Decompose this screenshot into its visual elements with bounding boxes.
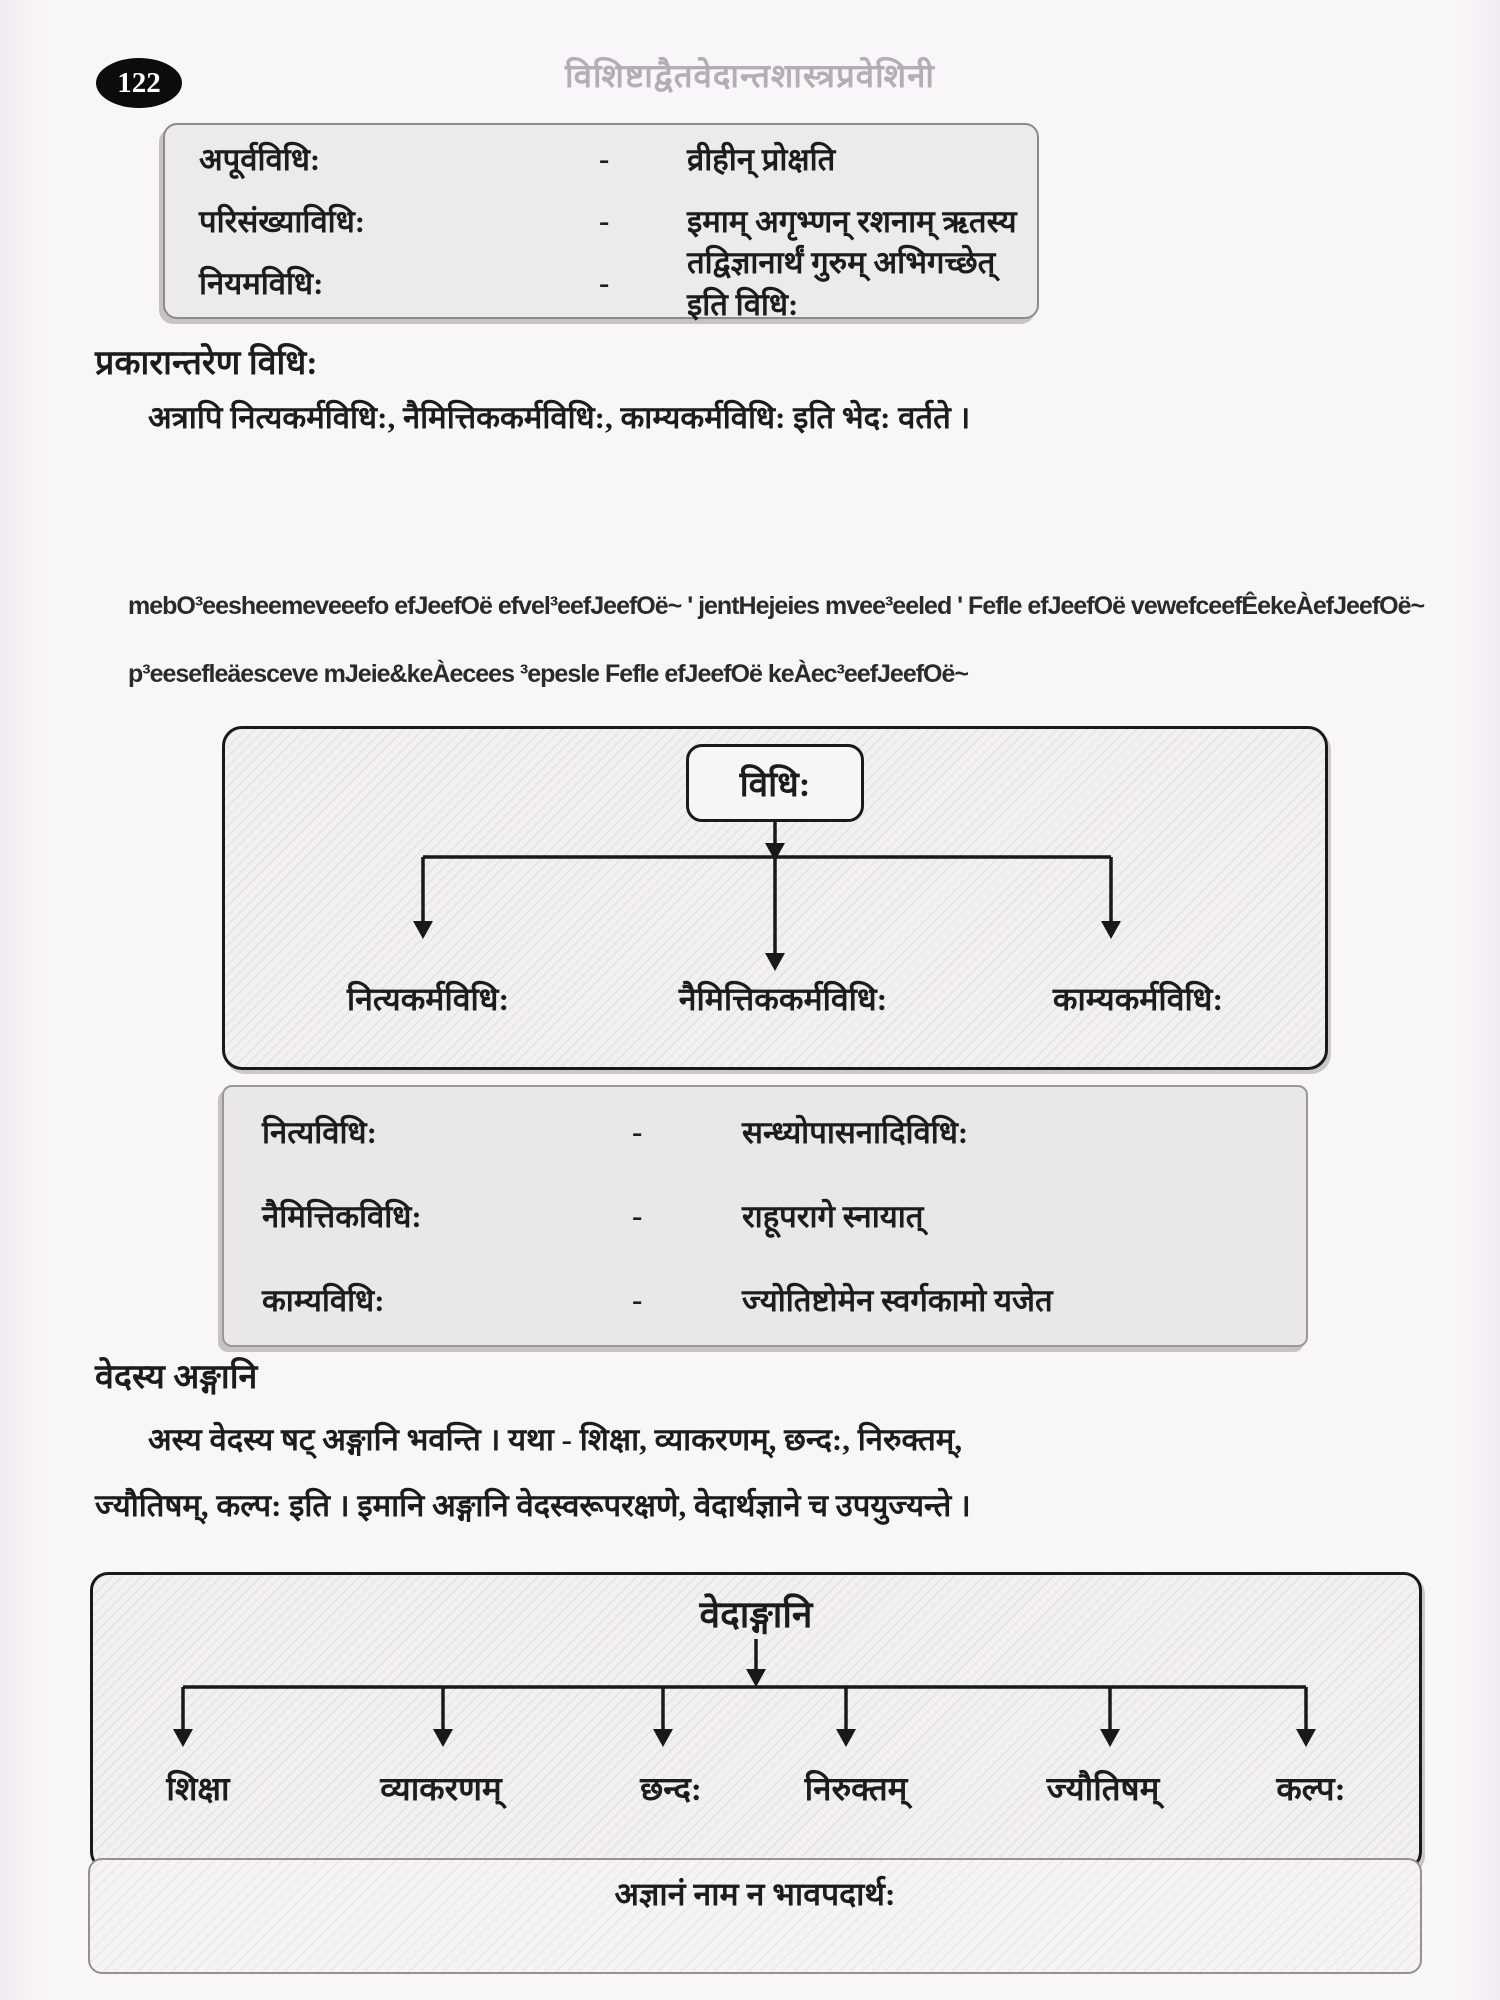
section1-paragraph: अत्रापि नित्यकर्मविधि:, नैमित्तिककर्मविधि:, काम्यकर्मविधि: इति भेद: वर्तते । [148, 400, 971, 435]
diagram-leaf-label: ज्यौतिषम् [1046, 1772, 1160, 1808]
term-label: अपूर्वविधि: [199, 142, 321, 177]
diagram-leaf-label: काम्यकर्मविधि: [1052, 981, 1224, 1017]
section-heading-prakarantarena-vidhi: प्रकारान्तरेण विधि: [95, 345, 318, 382]
diagram-leaf-label: नित्यकर्मविधि: [346, 981, 510, 1017]
running-header-title: विशिष्टाद्वैतवेदान्तशास्त्रप्रवेशिनी [565, 59, 935, 95]
term-label: नैमित्तिकविधि: [262, 1199, 422, 1234]
dash-separator: - [632, 1282, 643, 1317]
term-label: काम्यविधि: [262, 1283, 385, 1318]
diagram-leaf-label: नैमित्तिककर्मविधि: [678, 981, 888, 1017]
table-row [224, 1258, 1306, 1342]
diagram-root-node: विधि: [686, 744, 864, 822]
vedanga-tree-diagram [90, 1572, 1422, 1870]
table-row [165, 128, 1037, 190]
definition-text: सन्ध्योपासनादिविधि: [742, 1115, 969, 1150]
diagram-leaf-label: शिक्षा [166, 1772, 230, 1808]
transliteration-line-1: mebO³eesheemeveeefo efJeefOë efvel³eefJeefOë~ ' jentHejeies mvee³eeled ' Fefle efJeefOë vewefceefÊekeÀefJeefOë~ [128, 592, 1425, 620]
page-number: 122 [117, 66, 161, 99]
table-row [165, 245, 1037, 322]
dash-separator: - [632, 1114, 643, 1149]
table-row [224, 1174, 1306, 1258]
diagram-leaf-label: कल्प: [1276, 1772, 1346, 1808]
definition-text: राहूपरागे स्नायात् [742, 1199, 924, 1234]
dash-separator: - [599, 141, 610, 176]
term-label: परिसंख्याविधि: [199, 204, 366, 239]
dash-separator: - [599, 203, 610, 238]
footer-note-text: अज्ञानं नाम न भावपदार्थ: [614, 1876, 896, 1912]
diagram-leaf-label: छन्द: [640, 1772, 702, 1808]
term-label: नित्यविधि: [262, 1115, 377, 1150]
definition-text: व्रीहीन् प्रोक्षति [687, 142, 836, 177]
footer-note-box [88, 1858, 1422, 1974]
transliteration-line-2: p³eesefleäesceve mJeie&keÀecees ³epesle Fefle efJeefOë keÀec³eefJeefOë~ [128, 660, 968, 688]
dash-separator: - [632, 1198, 643, 1233]
vidhi-definitions-box [163, 123, 1039, 322]
section2-paragraph-line2: ज्यौतिषम्, कल्प: इति । इमानि अङ्गानि वेदस्वरूपरक्षणे, वेदार्थज्ञाने च उपयुज्यन्ते । [95, 1488, 971, 1523]
diagram-leaf-label: व्याकरणम् [380, 1772, 502, 1808]
section-heading-vedasya-angani: वेदस्य अङ्गानि [95, 1359, 258, 1396]
dash-separator: - [599, 265, 610, 300]
diagram-root-title: वेदाङ्गानि [699, 1595, 813, 1636]
table-row [224, 1090, 1306, 1174]
vidhi-types-definitions-box [222, 1085, 1308, 1347]
definition-text: ज्योतिष्टोमेन स्वर्गकामो यजेत [742, 1283, 1053, 1318]
diagram-leaf-label: निरुक्तम् [804, 1772, 908, 1808]
definition-text: तद्विज्ञानार्थं गुरुम् अभिगच्छेत् इति विधि: [687, 245, 996, 322]
vidhi-tree-diagram [222, 726, 1328, 1070]
section2-paragraph-line1: अस्य वेदस्य षट् अङ्गानि भवन्ति । यथा - शिक्षा, व्याकरणम्, छन्द:, निरुक्तम्, [148, 1422, 963, 1457]
term-label: नियमविधि: [199, 266, 324, 301]
tree-connector-arrows [93, 1575, 1419, 1867]
definition-text: इमाम् अगृभ्णन् रशनाम् ऋतस्य [687, 204, 1017, 239]
